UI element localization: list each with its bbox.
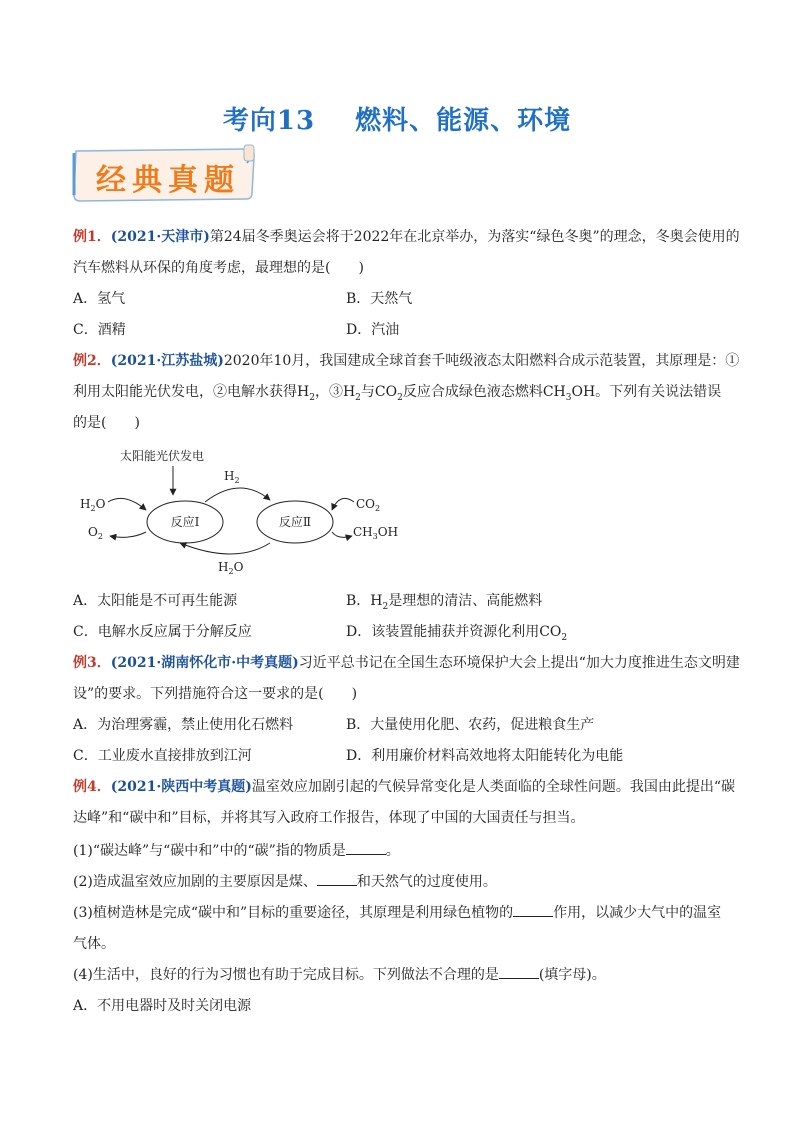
q1-tag: 例1． bbox=[73, 229, 111, 245]
label-ch3oh-right: $CH_3OH$ bbox=[353, 525, 399, 541]
q2-source: (2021·江苏盐城) bbox=[110, 353, 224, 369]
q2-tag: 例2． bbox=[73, 353, 111, 369]
label-h2o-left: $H_2O$ bbox=[80, 497, 106, 513]
q1-option-d: D．汽油 bbox=[346, 322, 400, 338]
q3-option-c: C．工业废水直接排放到江河 bbox=[73, 748, 252, 764]
label-co2-right: $CO_2$ bbox=[356, 497, 381, 513]
answer-blank-3[interactable] bbox=[513, 904, 553, 917]
q1-line1: 例1．(2021·天津市)第24届冬季奥运会将于2022年在北京举办，为落实“绿色冬奥”的理念，冬奥会使用的 bbox=[73, 229, 740, 245]
q1-source: (2021·天津市) bbox=[110, 229, 210, 245]
q4-sub1: (1)“碳达峰”与“碳中和”中的“碳”指的物质是 。 bbox=[73, 843, 400, 859]
q3-line2: 设”的要求。下列措施符合这一要求的是( ) bbox=[73, 686, 358, 702]
q3-source: (2021·湖南怀化市·中考真题) bbox=[110, 655, 299, 671]
answer-blank-1[interactable] bbox=[346, 842, 386, 855]
q3-tag: 例3． bbox=[73, 655, 111, 671]
q2-line2: 利用太阳能光伏发电，②电解水获得$H_2$，$③H_2$与$CO_2$反应合成绿色液态燃料$CH_3OH$。下列有关说法错误 bbox=[73, 384, 722, 403]
page-title bbox=[0, 100, 794, 137]
reaction-1-label: 反应Ⅰ bbox=[170, 515, 200, 529]
q1-option-b: B．天然气 bbox=[346, 291, 413, 307]
q4-tag: 例4． bbox=[73, 779, 111, 795]
q3-option-b: B．大量使用化肥、农药，促进粮食生产 bbox=[346, 717, 595, 733]
title-part1: 考向13 bbox=[222, 106, 316, 136]
q4-sub3: (3)植树造林是完成“碳中和”目标的重要途径，其原理是利用绿色植物的 作用，以减少大气中的温室 bbox=[73, 905, 722, 921]
label-o2-left: $O_2$ bbox=[88, 525, 103, 541]
answer-blank-4[interactable] bbox=[499, 966, 539, 979]
q4-line2: 达峰”和“碳中和”目标，并将其写入政府工作报告，体现了中国的大国责任与担当。 bbox=[73, 810, 585, 826]
q1-option-c: C．酒精 bbox=[73, 322, 126, 338]
reaction-diagram bbox=[70, 440, 410, 580]
label-solar-power: 太阳能光伏发电 bbox=[120, 449, 205, 463]
q3-option-a: A．为治理雾霾，禁止使用化石燃料 bbox=[73, 717, 294, 733]
banner-title: 经典真题 bbox=[96, 163, 240, 198]
q4-sub2: (2)造成温室效应加剧的主要原因是煤、 和天然气的过度使用。 bbox=[73, 874, 497, 890]
q4-sub4: (4)生活中，良好的行为习惯也有助于完成目标。下列做法不合理的是 (填字母)。 bbox=[73, 967, 606, 983]
q2-option-d: D．该装置能捕获并资源化利用$CO_2$ bbox=[346, 624, 568, 643]
q3-line1: 例3．(2021·湖南怀化市·中考真题)习近平总书记在全国生态环境保护大会上提出“加大力度推进生态文明建 bbox=[73, 655, 740, 671]
q2-line3: 的是( ) bbox=[73, 415, 140, 431]
q1-line2: 汽车燃料从环保的角度考虑，最理想的是( ) bbox=[73, 260, 364, 276]
q4-sub3-line2: 气体。 bbox=[73, 936, 115, 952]
q1-option-a: A．氢气 bbox=[73, 291, 126, 307]
label-h2o-bottom: $H_2O$ bbox=[218, 560, 244, 576]
q2-option-c: C．电解水反应属于分解反应 bbox=[73, 624, 252, 640]
q2-option-a: A．太阳能是不可再生能源 bbox=[73, 593, 238, 609]
reaction-2-label: 反应Ⅱ bbox=[278, 515, 312, 529]
q4-option-a: A．不用电器时及时关闭电源 bbox=[73, 998, 252, 1014]
label-h2-top: $H_2$ bbox=[224, 469, 240, 485]
answer-blank-2[interactable] bbox=[317, 873, 357, 886]
title-part2: 燃料、能源、环境 bbox=[355, 106, 572, 136]
q4-line1: 例4．(2021·陕西中考真题)温室效应加剧引起的气候异常变化是人类面临的全球性问题。我国由此提出“碳 bbox=[73, 779, 735, 795]
q3-option-d: D．利用廉价材料高效地将太阳能转化为电能 bbox=[346, 748, 624, 764]
q2-line1: 例2．(2021·江苏盐城)2020年10月，我国建成全球首套千吨级液态太阳燃料合成示范装置，其原理是：① bbox=[73, 353, 740, 369]
q4-source: (2021·陕西中考真题) bbox=[110, 779, 252, 795]
q2-option-b: B．$H_2$是理想的清洁、高能燃料 bbox=[346, 593, 543, 612]
